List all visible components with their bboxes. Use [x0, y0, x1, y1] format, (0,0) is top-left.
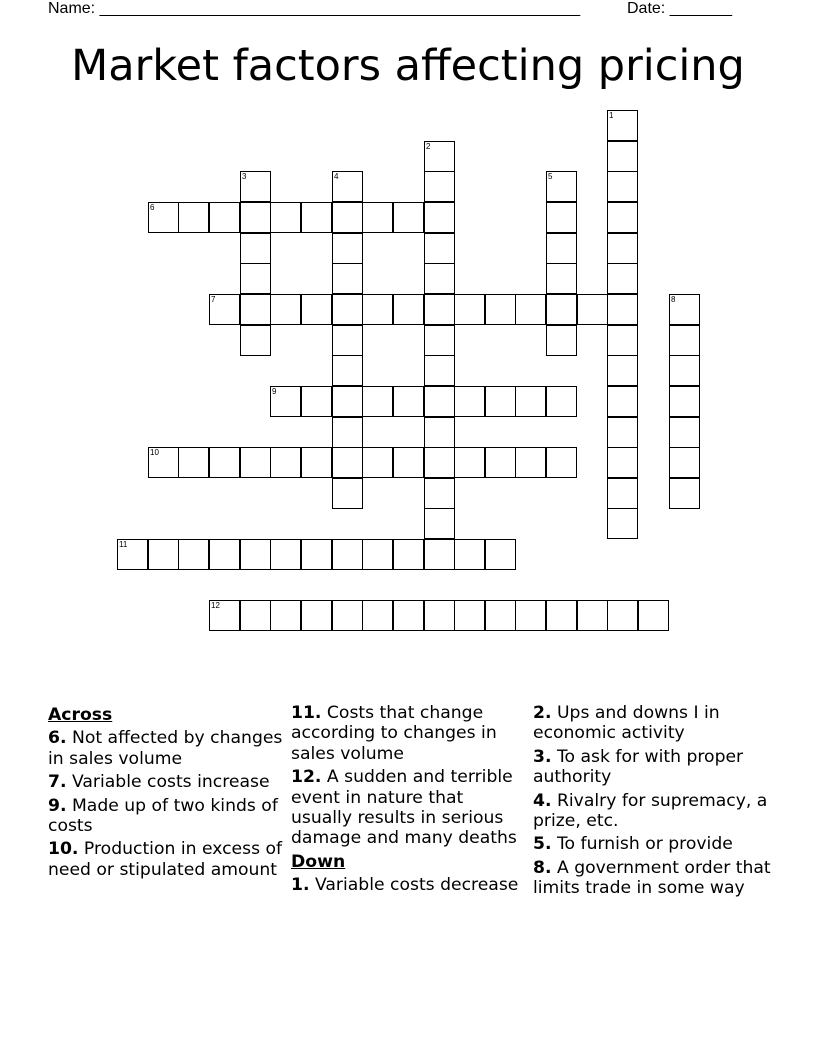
- crossword-cell[interactable]: [424, 386, 455, 417]
- crossword-cell[interactable]: [332, 294, 363, 325]
- crossword-cell[interactable]: [546, 294, 577, 325]
- crossword-cell[interactable]: [362, 447, 393, 478]
- crossword-cell[interactable]: [362, 294, 393, 325]
- name-field-line: Name: ______________________________________________________: [48, 0, 581, 17]
- clue-number: 4.: [533, 790, 552, 811]
- crossword-cell[interactable]: [485, 386, 516, 417]
- crossword-cell[interactable]: [393, 539, 424, 570]
- crossword-cell[interactable]: [454, 539, 485, 570]
- crossword-cell[interactable]: [424, 202, 455, 233]
- cell-number: 6: [150, 203, 155, 212]
- clue-number: 9.: [48, 795, 67, 816]
- crossword-cell[interactable]: [148, 202, 179, 233]
- crossword-cell[interactable]: [270, 294, 301, 325]
- crossword-cell[interactable]: [301, 386, 332, 417]
- crossword-cell[interactable]: [424, 325, 455, 356]
- crossword-cell[interactable]: [332, 233, 363, 264]
- clue-text: A government order that limits trade in some way: [533, 857, 771, 899]
- clue-text: To furnish or provide: [556, 834, 733, 855]
- clue-number: 8.: [533, 857, 552, 878]
- crossword-cell[interactable]: [424, 141, 455, 172]
- crossword-cell[interactable]: [332, 447, 363, 478]
- crossword-cell[interactable]: [607, 202, 638, 233]
- crossword-cell[interactable]: [362, 386, 393, 417]
- crossword-cell[interactable]: [424, 355, 455, 386]
- clue-text: To ask for with proper authority: [533, 746, 744, 788]
- crossword-cell[interactable]: [209, 294, 240, 325]
- crossword-cell[interactable]: [393, 600, 424, 631]
- crossword-cell[interactable]: [301, 294, 332, 325]
- crossword-cell[interactable]: [362, 539, 393, 570]
- crossword-cell[interactable]: [485, 447, 516, 478]
- crossword-cell[interactable]: [209, 447, 240, 478]
- crossword-cell[interactable]: [546, 263, 577, 294]
- clue-text: Costs that change according to changes in sales volume: [291, 703, 497, 764]
- clue-text: Made up of two kinds of costs: [48, 795, 278, 837]
- crossword-cell[interactable]: [546, 386, 577, 417]
- crossword-cell[interactable]: [546, 202, 577, 233]
- crossword-cell[interactable]: [669, 355, 700, 386]
- crossword-cell[interactable]: [669, 294, 700, 325]
- crossword-cell[interactable]: [332, 600, 363, 631]
- crossword-cell[interactable]: [454, 447, 485, 478]
- crossword-cell[interactable]: [546, 600, 577, 631]
- crossword-cell[interactable]: [424, 417, 455, 448]
- crossword-cell[interactable]: [485, 600, 516, 631]
- cell-number: 3: [242, 172, 247, 181]
- crossword-cell[interactable]: [332, 355, 363, 386]
- crossword-cell[interactable]: [607, 508, 638, 539]
- crossword-cell[interactable]: [454, 294, 485, 325]
- crossword-cell[interactable]: [270, 539, 301, 570]
- crossword-cell[interactable]: [607, 478, 638, 509]
- clue-text: Rivalry for supremacy, a prize, etc.: [533, 790, 768, 832]
- clue-number: 3.: [533, 746, 552, 767]
- crossword-cell[interactable]: [607, 294, 638, 325]
- crossword-cell[interactable]: [178, 447, 209, 478]
- crossword-cell[interactable]: [669, 386, 700, 417]
- crossword-cell[interactable]: [515, 447, 546, 478]
- clues-column-1: [48, 703, 284, 883]
- down-heading: Down: [291, 851, 346, 872]
- crossword-cell[interactable]: [240, 600, 271, 631]
- clue-number: 2.: [533, 703, 552, 723]
- crossword-cell[interactable]: [270, 600, 301, 631]
- across-clue: [291, 703, 527, 764]
- crossword-cell[interactable]: [607, 447, 638, 478]
- crossword-cell[interactable]: [454, 600, 485, 631]
- crossword-cell[interactable]: [424, 539, 455, 570]
- crossword-cell[interactable]: [577, 294, 608, 325]
- crossword-cell[interactable]: [301, 539, 332, 570]
- crossword-cell[interactable]: [607, 171, 638, 202]
- crossword-cell[interactable]: [424, 478, 455, 509]
- crossword-cell[interactable]: [209, 202, 240, 233]
- down-clue: [533, 834, 773, 854]
- down-clue: [533, 791, 773, 832]
- crossword-cell[interactable]: [240, 233, 271, 264]
- crossword-cell[interactable]: [669, 325, 700, 356]
- cell-number: 10: [150, 448, 159, 457]
- crossword-cell[interactable]: [424, 233, 455, 264]
- crossword-cell[interactable]: [240, 171, 271, 202]
- cell-number: 11: [119, 540, 128, 549]
- down-clue: [533, 747, 773, 788]
- clue-number: 1.: [291, 875, 310, 896]
- crossword-cell[interactable]: [332, 539, 363, 570]
- crossword-cell[interactable]: [301, 447, 332, 478]
- clue-number: 10.: [48, 839, 79, 860]
- clue-number: 6.: [48, 728, 67, 749]
- cell-number: 7: [211, 295, 216, 304]
- page-title: Market factors affecting pricing: [71, 41, 745, 91]
- clue-text: Production in excess of need or stipulated amount: [48, 839, 283, 880]
- clues-column-3: [533, 703, 773, 902]
- cell-number: 1: [609, 111, 614, 120]
- crossword-cell[interactable]: [301, 202, 332, 233]
- crossword-cell[interactable]: [424, 600, 455, 631]
- cell-number: 4: [334, 172, 339, 181]
- clue-text: Not affected by changes in sales volume: [48, 728, 283, 769]
- crossword-cell[interactable]: [607, 325, 638, 356]
- crossword-cell[interactable]: [301, 600, 332, 631]
- crossword-cell[interactable]: [240, 294, 271, 325]
- crossword-cell[interactable]: [669, 447, 700, 478]
- crossword-cell[interactable]: [332, 202, 363, 233]
- crossword-cell[interactable]: [332, 171, 363, 202]
- crossword-cell[interactable]: [546, 171, 577, 202]
- crossword-cell[interactable]: [148, 447, 179, 478]
- crossword-cell[interactable]: [240, 263, 271, 294]
- crossword-cell[interactable]: [148, 539, 179, 570]
- clues-column-2: [291, 703, 527, 899]
- crossword-cell[interactable]: [332, 263, 363, 294]
- crossword-cell[interactable]: [393, 447, 424, 478]
- crossword-cell[interactable]: [607, 233, 638, 264]
- crossword-cell[interactable]: [607, 417, 638, 448]
- across-clue: [291, 767, 527, 849]
- down-clue: [291, 875, 527, 895]
- crossword-cell[interactable]: [669, 478, 700, 509]
- crossword-cell[interactable]: [515, 294, 546, 325]
- clue-text: Ups and downs I in economic activity: [533, 703, 720, 744]
- cell-number: 8: [671, 295, 676, 304]
- crossword-cell[interactable]: [607, 263, 638, 294]
- crossword-cell[interactable]: [178, 202, 209, 233]
- crossword-cell[interactable]: [607, 600, 638, 631]
- crossword-cell[interactable]: [577, 600, 608, 631]
- crossword-cell[interactable]: [546, 325, 577, 356]
- across-clue: [48, 772, 284, 792]
- crossword-cell[interactable]: [270, 202, 301, 233]
- crossword-cell[interactable]: [393, 202, 424, 233]
- crossword-cell[interactable]: [424, 294, 455, 325]
- crossword-cell[interactable]: [515, 386, 546, 417]
- clue-number: 7.: [48, 772, 67, 793]
- crossword-cell[interactable]: [332, 386, 363, 417]
- crossword-cell[interactable]: [607, 110, 638, 141]
- cell-number: 12: [211, 601, 220, 610]
- across-heading: Across: [48, 705, 113, 725]
- crossword-cell[interactable]: [515, 600, 546, 631]
- crossword-cell[interactable]: [117, 539, 148, 570]
- crossword-cell[interactable]: [485, 294, 516, 325]
- crossword-cell[interactable]: [332, 417, 363, 448]
- crossword-cell[interactable]: [240, 447, 271, 478]
- clue-text: Variable costs decrease: [314, 875, 519, 896]
- crossword-cell[interactable]: [240, 325, 271, 356]
- clue-text: Variable costs increase: [71, 772, 270, 793]
- crossword-cell[interactable]: [178, 539, 209, 570]
- crossword-cell[interactable]: [607, 386, 638, 417]
- crossword-cell[interactable]: [362, 202, 393, 233]
- crossword-cell[interactable]: [607, 355, 638, 386]
- crossword-cell[interactable]: [546, 233, 577, 264]
- down-clue: [533, 858, 773, 899]
- crossword-cell[interactable]: [209, 539, 240, 570]
- crossword-cell[interactable]: [209, 600, 240, 631]
- clue-number: 5.: [533, 834, 552, 855]
- crossword-cell[interactable]: [669, 417, 700, 448]
- crossword-cell[interactable]: [424, 263, 455, 294]
- across-clue: [48, 728, 284, 769]
- crossword-cell[interactable]: [240, 539, 271, 570]
- cell-number: 9: [272, 387, 277, 396]
- clue-text: A sudden and terrible event in nature that usually results in serious damage and many deaths: [291, 767, 517, 849]
- crossword-cell[interactable]: [362, 600, 393, 631]
- crossword-cell[interactable]: [424, 171, 455, 202]
- crossword-cell[interactable]: [270, 386, 301, 417]
- cell-number: 2: [426, 142, 431, 151]
- across-clue: [48, 796, 284, 837]
- crossword-cell[interactable]: [424, 447, 455, 478]
- cell-number: 5: [548, 172, 553, 181]
- crossword-cell[interactable]: [424, 508, 455, 539]
- crossword-cell[interactable]: [607, 141, 638, 172]
- date-field-line: Date: _______: [627, 0, 732, 17]
- crossword-cell[interactable]: [332, 325, 363, 356]
- crossword-cell[interactable]: [393, 294, 424, 325]
- crossword-cell[interactable]: [638, 600, 669, 631]
- crossword-cell[interactable]: [546, 447, 577, 478]
- crossword-cell[interactable]: [454, 386, 485, 417]
- crossword-cell[interactable]: [270, 447, 301, 478]
- clue-number: 12.: [291, 767, 322, 788]
- clue-number: 11.: [291, 703, 322, 723]
- crossword-cell[interactable]: [485, 539, 516, 570]
- crossword-cell[interactable]: [393, 386, 424, 417]
- crossword-cell[interactable]: [332, 478, 363, 509]
- across-clue: [48, 839, 284, 880]
- crossword-cell[interactable]: [240, 202, 271, 233]
- down-clue: [533, 703, 773, 744]
